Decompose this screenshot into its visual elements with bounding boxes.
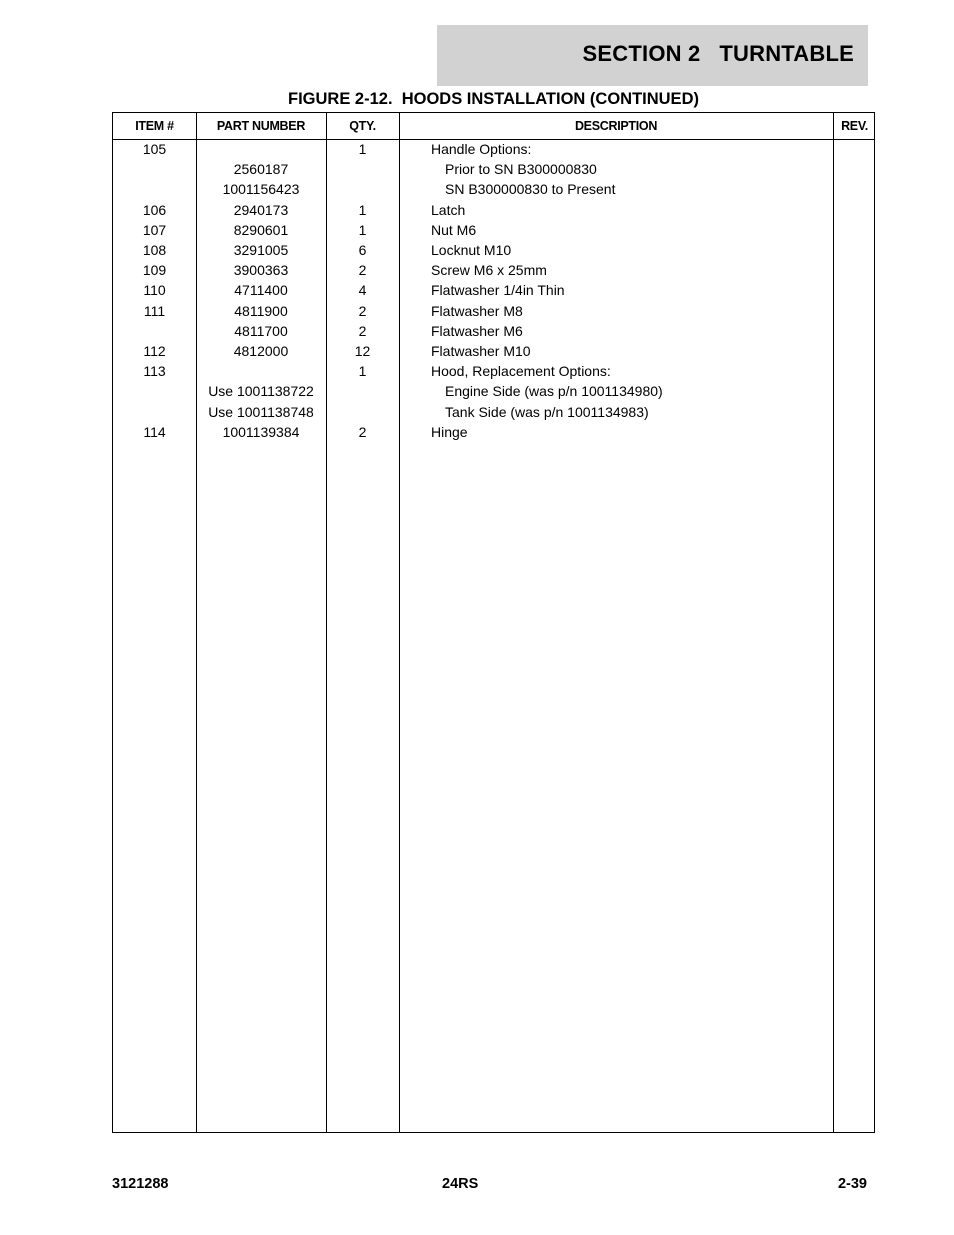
figure-title: FIGURE 2-12. HOODS INSTALLATION (CONTINUED) [288,90,699,108]
part-number-cell: 4711400 [234,282,288,299]
table-row [113,220,874,240]
description-cell: Screw M6 x 25mm [431,262,547,279]
description-cell: Locknut M10 [431,242,512,258]
part-number-cell: Use 1001138748 [208,403,314,420]
footer-page-number: 2-39 [837,1176,867,1192]
qty-cell: 12 [354,343,371,359]
column-header-rev: REV. [841,119,868,133]
qty-cell: 2 [358,322,367,339]
qty-cell: 1 [358,363,367,380]
description-cell: Flatwasher 1/4in Thin [431,282,565,299]
qty-cell: 2 [358,262,367,279]
table-row [113,361,874,381]
item-cell: 113 [143,363,166,380]
qty-cell: 1 [358,141,367,157]
table-row [113,240,874,260]
table-row [113,139,874,159]
qty-cell: 6 [358,242,367,258]
qty-cell: 2 [358,302,367,319]
part-number-cell: 1001156423 [222,181,300,198]
footer-model: 24RS [442,1176,479,1192]
table-row [113,341,874,361]
description-cell: Hinge [431,423,468,440]
table-row [113,321,874,341]
column-header-description: DESCRIPTION [574,119,658,133]
qty-cell: 4 [358,282,367,299]
part-number-cell: 2940173 [233,201,289,218]
table-row [113,422,874,442]
table-row [113,402,874,422]
part-number-cell: 1001139384 [222,423,300,440]
item-cell: 111 [143,302,166,319]
description-cell: SN B300000830 to Present [445,181,616,198]
part-number-cell: 4812000 [233,343,289,359]
table-row [113,280,874,300]
part-number-cell: 8290601 [233,221,289,238]
part-number-cell: 4811900 [234,302,288,319]
table-row [113,159,874,179]
description-cell: Prior to SN B300000830 [445,161,597,178]
item-cell: 107 [142,221,167,238]
part-number-cell: 2560187 [233,161,289,178]
item-cell: 109 [142,262,167,279]
column-header-qty: QTY. [349,119,376,133]
table-row [113,200,874,220]
qty-cell: 2 [358,423,367,440]
part-number-cell: 4811700 [234,322,288,339]
item-cell: 106 [142,201,167,218]
parts-table [112,112,875,1133]
table-row [113,301,874,321]
part-number-cell: 3291005 [233,242,289,258]
table-row [113,179,874,199]
part-number-cell: 3900363 [233,262,289,279]
qty-cell: 1 [358,201,367,218]
description-cell: Nut M6 [431,221,477,238]
column-header-part-number: PART NUMBER [216,119,306,133]
item-cell: 110 [143,282,166,299]
item-cell: 114 [143,423,166,440]
part-number-cell: Use 1001138722 [208,383,314,400]
qty-cell: 1 [358,221,367,238]
description-cell: Latch [431,201,466,218]
description-cell: Hood, Replacement Options: [431,363,611,380]
description-cell: Flatwasher M6 [431,322,523,339]
description-cell: Engine Side (was p/n 1001134980) [445,383,663,400]
description-cell: Flatwasher M8 [431,302,523,319]
description-cell: Flatwasher M10 [431,343,531,359]
table-row [113,381,874,401]
footer-doc-number: 3121288 [112,1176,169,1192]
item-cell: 105 [142,141,167,157]
table-row [113,260,874,280]
description-cell: Tank Side (was p/n 1001134983) [445,403,649,420]
item-cell: 108 [142,242,167,258]
column-header-item: ITEM # [135,119,174,133]
item-cell: 112 [143,343,166,359]
section-header-box [437,25,868,86]
section-title: SECTION 2 TURNTABLE [582,41,854,66]
description-cell: Handle Options: [431,141,532,157]
